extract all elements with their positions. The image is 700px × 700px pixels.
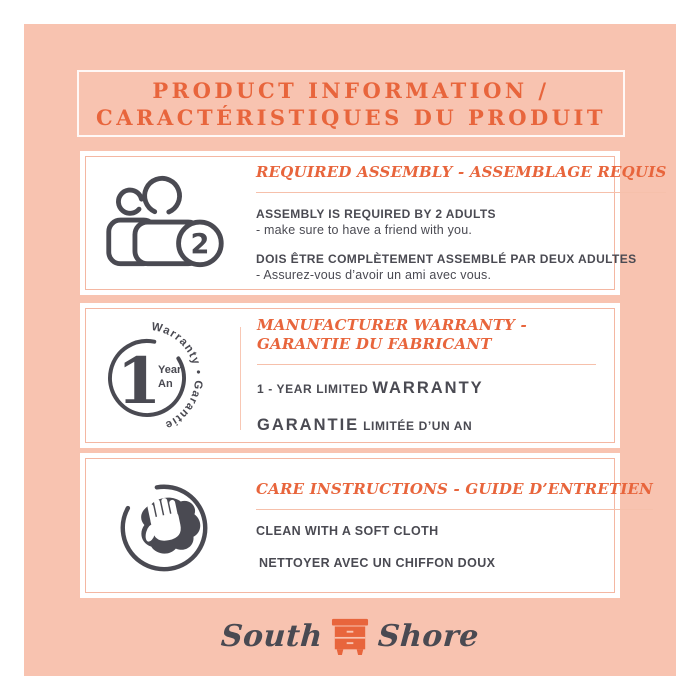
warranty-en-emphasis: WARRANTY: [372, 378, 484, 397]
warranty-years-number: 1: [116, 343, 162, 419]
warranty-fr-emphasis: GARANTIE: [257, 415, 360, 434]
page-title: [77, 70, 625, 137]
card-care-instructions: [80, 453, 654, 598]
warranty-arc-text: Warranty • Garantie: [150, 320, 205, 431]
warranty-year-label-en: Year: [158, 363, 182, 376]
card-title-divider: [257, 364, 596, 365]
warranty-fr-suffix: LIMITÉE D’UN AN: [363, 418, 473, 433]
card-title-warranty-line2: GARANTIE DU FABRICANT: [257, 334, 492, 353]
assembly-en-heading: ASSEMBLY IS REQUIRED BY 2 ADULTS: [256, 206, 496, 221]
card-title-assembly: REQUIRED ASSEMBLY - ASSEMBLAGE REQUIS: [256, 162, 667, 181]
warranty-year-label-fr: An: [158, 377, 173, 390]
card-required-assembly: [80, 151, 667, 295]
south-shore-logo: [0, 608, 700, 664]
assembly-fr-heading: DOIS ÊTRE COMPLÈTEMENT ASSEMBLÉ PAR DEUX ADULTES: [256, 251, 637, 266]
care-fr-line: NETTOYER AVEC UN CHIFFON DOUX: [259, 556, 496, 570]
card-title-divider: [256, 192, 666, 193]
two-adults-icon: [90, 169, 240, 277]
logo-word-south: South: [219, 618, 324, 654]
hand-wiping-cloth-icon: [90, 471, 240, 581]
page-title-line-en: PRODUCT INFORMATION /: [152, 77, 550, 103]
assembly-en-note: - make sure to have a friend with you.: [256, 222, 473, 237]
warranty-en-prefix: 1 - YEAR LIMITED: [257, 381, 369, 396]
card-title-warranty-line1: MANUFACTURER WARRANTY -: [257, 315, 527, 334]
card-manufacturer-warranty: [80, 303, 620, 448]
logo-word-shore: Shore: [377, 618, 481, 654]
assembly-fr-note: - Assurez-vous d’avoir un ami avec vous.: [256, 267, 492, 282]
warranty-fr-line: [257, 415, 596, 436]
adults-count-badge: 2: [190, 229, 210, 261]
dresser-icon: [331, 616, 369, 656]
card-title-divider: [256, 509, 653, 510]
warranty-en-line: [257, 378, 596, 399]
care-en-line: CLEAN WITH A SOFT CLOTH: [256, 524, 439, 538]
one-year-warranty-seal-icon: [90, 314, 240, 438]
card-title-care: CARE INSTRUCTIONS - GUIDE D’ENTRETIEN: [256, 480, 654, 498]
page-title-line-fr: CARACTÉRISTIQUES DU PRODUIT: [96, 104, 606, 130]
